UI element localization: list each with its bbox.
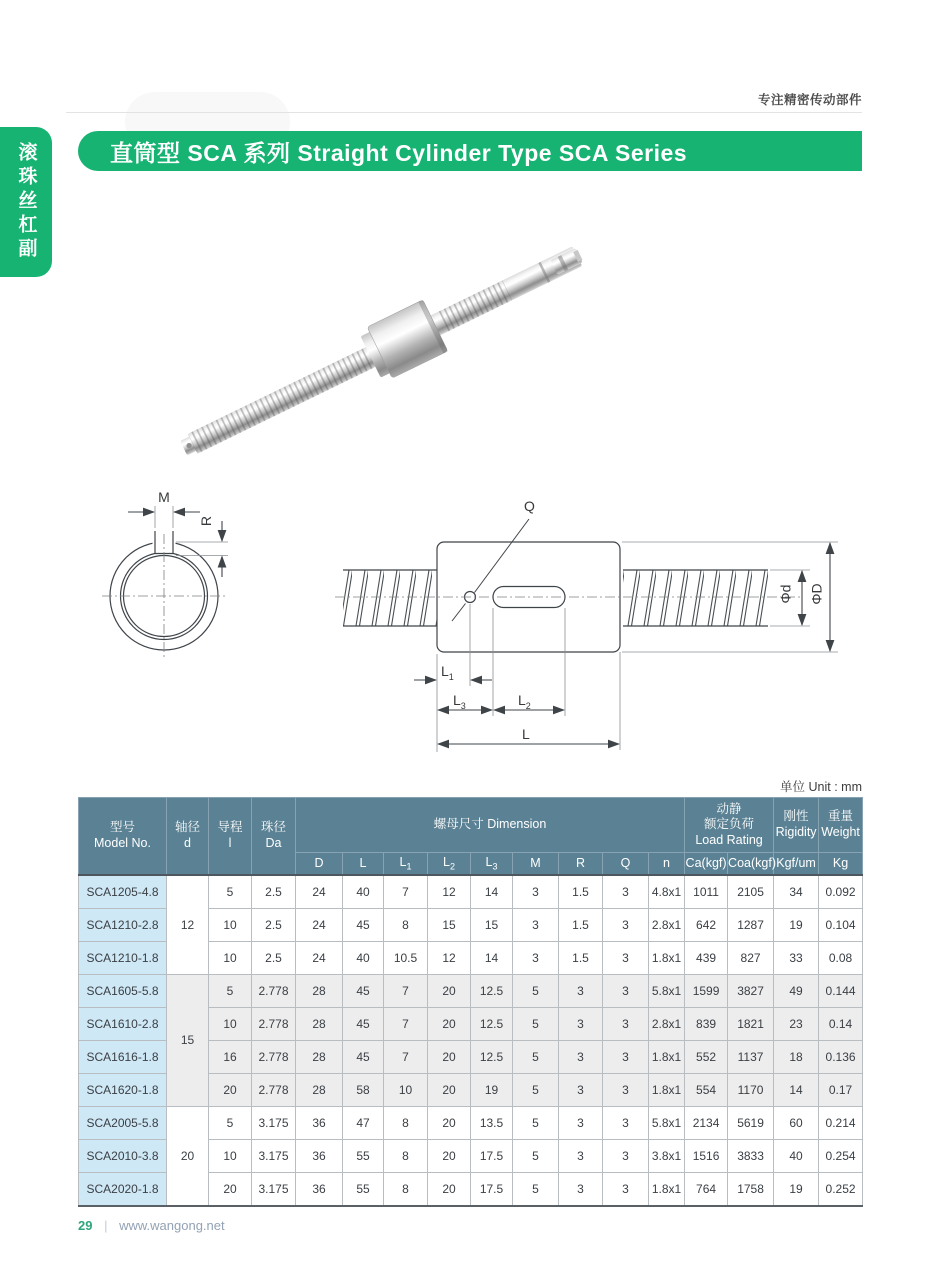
value-cell: 3 xyxy=(559,1173,603,1207)
value-cell: 10 xyxy=(209,1140,252,1173)
col-subheader: n xyxy=(649,853,685,876)
value-cell: 20 xyxy=(428,1173,471,1207)
value-cell: 4.8x1 xyxy=(649,875,685,909)
value-cell: 12 xyxy=(428,942,471,975)
sidebar-category-tab xyxy=(0,127,52,277)
screw-thread-right xyxy=(436,280,512,332)
model-no-cell: SCA1210-2.8 xyxy=(79,909,167,942)
value-cell: 14 xyxy=(471,875,513,909)
header-tagline: 专注精密传动部件 xyxy=(757,93,862,107)
value-cell: 3 xyxy=(603,875,649,909)
value-cell: 3 xyxy=(603,1107,649,1140)
value-cell: 16 xyxy=(209,1041,252,1074)
value-cell: 3827 xyxy=(728,975,774,1008)
spec-table xyxy=(78,797,863,1207)
thread-hatch-left xyxy=(343,570,437,626)
value-cell: 1.5 xyxy=(559,942,603,975)
value-cell: 1758 xyxy=(728,1173,774,1207)
value-cell: 3 xyxy=(603,1041,649,1074)
model-no-cell: SCA1205-4.8 xyxy=(79,875,167,909)
dim-label-r: R xyxy=(198,515,215,527)
value-cell: 3 xyxy=(559,1140,603,1173)
value-cell: 55 xyxy=(343,1140,384,1173)
value-cell: 7 xyxy=(384,875,428,909)
value-cell: 58 xyxy=(343,1074,384,1107)
value-cell: 45 xyxy=(343,975,384,1008)
col-header-load-rating: 动静 额定负荷 Load Rating xyxy=(685,798,774,853)
model-no-cell: SCA1605-5.8 xyxy=(79,975,167,1008)
value-cell: 3 xyxy=(603,942,649,975)
value-cell: 0.254 xyxy=(819,1140,863,1173)
value-cell: 19 xyxy=(471,1074,513,1107)
value-cell: 17.5 xyxy=(471,1173,513,1207)
col-subheader: D xyxy=(296,853,343,876)
value-cell: 2.778 xyxy=(252,975,296,1008)
value-cell: 3 xyxy=(603,909,649,942)
value-cell: 3.175 xyxy=(252,1140,296,1173)
value-cell: 5 xyxy=(513,1008,559,1041)
value-cell: 3 xyxy=(513,942,559,975)
value-cell: 20 xyxy=(428,1008,471,1041)
value-cell: 3.175 xyxy=(252,1173,296,1207)
value-cell: 33 xyxy=(774,942,819,975)
value-cell: 28 xyxy=(296,1008,343,1041)
value-cell: 28 xyxy=(296,1074,343,1107)
value-cell: 5 xyxy=(209,1107,252,1140)
value-cell: 34 xyxy=(774,875,819,909)
value-cell: 642 xyxy=(685,909,728,942)
value-cell: 2134 xyxy=(685,1107,728,1140)
col-subheader: Ca(kgf) xyxy=(685,853,728,876)
value-cell: 40 xyxy=(774,1140,819,1173)
value-cell: 19 xyxy=(774,1173,819,1207)
table-row xyxy=(79,875,863,909)
value-cell: 36 xyxy=(296,1140,343,1173)
value-cell: 10.5 xyxy=(384,942,428,975)
section-title-bar xyxy=(78,131,862,171)
value-cell: 0.08 xyxy=(819,942,863,975)
value-cell: 1.8x1 xyxy=(649,1173,685,1207)
dim-label-l3: $L_3$ xyxy=(453,692,466,711)
col-header-weight: 重量 Weight xyxy=(819,798,863,853)
value-cell: 3 xyxy=(603,1173,649,1207)
value-cell: 15 xyxy=(428,909,471,942)
value-cell: 3 xyxy=(513,909,559,942)
value-cell: 3 xyxy=(559,1008,603,1041)
value-cell: 3 xyxy=(559,1074,603,1107)
value-cell: 1137 xyxy=(728,1041,774,1074)
value-cell: 45 xyxy=(343,1041,384,1074)
value-cell: 552 xyxy=(685,1041,728,1074)
value-cell: 12.5 xyxy=(471,975,513,1008)
value-cell: 3 xyxy=(559,1107,603,1140)
value-cell: 3.175 xyxy=(252,1107,296,1140)
value-cell: 14 xyxy=(774,1074,819,1107)
value-cell: 2.778 xyxy=(252,1074,296,1107)
value-cell: 5 xyxy=(209,875,252,909)
value-cell: 49 xyxy=(774,975,819,1008)
col-subheader: Kgf/um xyxy=(774,853,819,876)
value-cell: 5 xyxy=(513,1074,559,1107)
col-subheader: $L_1$ xyxy=(384,853,428,876)
value-cell: 0.104 xyxy=(819,909,863,942)
sidebar-category-label: 滚珠丝杠副 xyxy=(15,142,37,262)
value-cell: 2.8x1 xyxy=(649,909,685,942)
page-title: 直筒型 SCA 系列 Straight Cylinder Type SCA Series xyxy=(110,139,688,166)
dim-label-l1: $L_1$ xyxy=(441,663,454,682)
shaft-d-cell: 15 xyxy=(167,975,209,1107)
value-cell: 5 xyxy=(513,1041,559,1074)
value-cell: 40 xyxy=(343,942,384,975)
value-cell: 45 xyxy=(343,1008,384,1041)
col-header-shaft-d: 轴径 d xyxy=(167,798,209,876)
value-cell: 3 xyxy=(603,1074,649,1107)
value-cell: 60 xyxy=(774,1107,819,1140)
shaft-d-cell: 12 xyxy=(167,875,209,975)
value-cell: 5619 xyxy=(728,1107,774,1140)
value-cell: 45 xyxy=(343,909,384,942)
col-subheader: Q xyxy=(603,853,649,876)
value-cell: 1011 xyxy=(685,875,728,909)
side-view xyxy=(335,519,800,652)
footer-separator: | xyxy=(104,1218,108,1233)
value-cell: 36 xyxy=(296,1107,343,1140)
value-cell: 8 xyxy=(384,1173,428,1207)
value-cell: 20 xyxy=(428,1107,471,1140)
value-cell: 17.5 xyxy=(471,1140,513,1173)
col-subheader: L xyxy=(343,853,384,876)
col-subheader: Coa(kgf) xyxy=(728,853,774,876)
value-cell: 1599 xyxy=(685,975,728,1008)
value-cell: 2.5 xyxy=(252,909,296,942)
value-cell: 5 xyxy=(209,975,252,1008)
value-cell: 0.17 xyxy=(819,1074,863,1107)
value-cell: 3 xyxy=(603,1008,649,1041)
value-cell: 8 xyxy=(384,909,428,942)
header-divider xyxy=(66,112,862,113)
col-subheader: M xyxy=(513,853,559,876)
value-cell: 20 xyxy=(209,1074,252,1107)
table-row xyxy=(79,1107,863,1140)
col-subheader: $L_2$ xyxy=(428,853,471,876)
value-cell: 1170 xyxy=(728,1074,774,1107)
col-header-rigidity: 刚性 Rigidity xyxy=(774,798,819,853)
value-cell: 20 xyxy=(428,1140,471,1173)
value-cell: 8 xyxy=(384,1107,428,1140)
value-cell: 827 xyxy=(728,942,774,975)
value-cell: 3 xyxy=(603,1140,649,1173)
table-row xyxy=(79,975,863,1008)
model-no-cell: SCA1616-1.8 xyxy=(79,1041,167,1074)
table-body xyxy=(79,875,863,1206)
model-no-cell: SCA1620-1.8 xyxy=(79,1074,167,1107)
value-cell: 839 xyxy=(685,1008,728,1041)
value-cell: 5 xyxy=(513,1140,559,1173)
value-cell: 24 xyxy=(296,909,343,942)
value-cell: 2.5 xyxy=(252,942,296,975)
value-cell: 20 xyxy=(428,1041,471,1074)
dim-label-l2: $L_2$ xyxy=(518,692,531,711)
value-cell: 10 xyxy=(209,942,252,975)
value-cell: 3 xyxy=(603,975,649,1008)
value-cell: 20 xyxy=(209,1173,252,1207)
model-no-cell: SCA2020-1.8 xyxy=(79,1173,167,1207)
value-cell: 3833 xyxy=(728,1140,774,1173)
value-cell: 15 xyxy=(471,909,513,942)
value-cell: 1.5 xyxy=(559,875,603,909)
model-no-cell: SCA2010-3.8 xyxy=(79,1140,167,1173)
value-cell: 36 xyxy=(296,1173,343,1207)
col-subheader: Kg xyxy=(819,853,863,876)
value-cell: 3 xyxy=(513,875,559,909)
page-footer xyxy=(78,1218,225,1233)
value-cell: 23 xyxy=(774,1008,819,1041)
value-cell: 554 xyxy=(685,1074,728,1107)
product-photo-ball-screw xyxy=(150,225,620,475)
value-cell: 14 xyxy=(471,942,513,975)
value-cell: 0.14 xyxy=(819,1008,863,1041)
value-cell: 10 xyxy=(209,1008,252,1041)
shaft-d-cell: 20 xyxy=(167,1107,209,1207)
value-cell: 13.5 xyxy=(471,1107,513,1140)
dim-label-phi-D: ΦD xyxy=(808,583,825,605)
dim-label-q: Q xyxy=(524,498,535,514)
value-cell: 2.778 xyxy=(252,1008,296,1041)
value-cell: 12 xyxy=(428,875,471,909)
value-cell: 10 xyxy=(384,1074,428,1107)
value-cell: 439 xyxy=(685,942,728,975)
value-cell: 1821 xyxy=(728,1008,774,1041)
value-cell: 5.8x1 xyxy=(649,1107,685,1140)
value-cell: 28 xyxy=(296,1041,343,1074)
value-cell: 5 xyxy=(513,975,559,1008)
value-cell: 20 xyxy=(428,1074,471,1107)
value-cell: 12.5 xyxy=(471,1008,513,1041)
value-cell: 0.136 xyxy=(819,1041,863,1074)
value-cell: 0.214 xyxy=(819,1107,863,1140)
value-cell: 1.8x1 xyxy=(649,942,685,975)
value-cell: 7 xyxy=(384,975,428,1008)
value-cell: 7 xyxy=(384,1041,428,1074)
value-cell: 1.8x1 xyxy=(649,1041,685,1074)
screw-thread-left xyxy=(188,341,388,454)
col-header-model: 型号 Model No. xyxy=(79,798,167,876)
value-cell: 2105 xyxy=(728,875,774,909)
dim-label-m: M xyxy=(158,489,170,505)
dim-label-l: L xyxy=(522,726,530,742)
table-header-row-1 xyxy=(79,798,863,853)
value-cell: 2.8x1 xyxy=(649,1008,685,1041)
value-cell: 8 xyxy=(384,1140,428,1173)
col-header-ball-dia: 珠径 Da xyxy=(252,798,296,876)
technical-drawing xyxy=(60,480,880,770)
value-cell: 0.144 xyxy=(819,975,863,1008)
value-cell: 764 xyxy=(685,1173,728,1207)
page-number: 29 xyxy=(78,1218,93,1233)
footer-website: www.wangong.net xyxy=(119,1218,225,1233)
value-cell: 1.8x1 xyxy=(649,1074,685,1107)
value-cell: 7 xyxy=(384,1008,428,1041)
value-cell: 10 xyxy=(209,909,252,942)
col-header-dimension: 螺母尺寸 Dimension xyxy=(296,798,685,853)
value-cell: 1516 xyxy=(685,1140,728,1173)
model-no-cell: SCA1210-1.8 xyxy=(79,942,167,975)
model-no-cell: SCA2005-5.8 xyxy=(79,1107,167,1140)
value-cell: 0.092 xyxy=(819,875,863,909)
value-cell: 24 xyxy=(296,875,343,909)
value-cell: 3.8x1 xyxy=(649,1140,685,1173)
thread-hatch-right xyxy=(623,570,768,626)
value-cell: 20 xyxy=(428,975,471,1008)
value-cell: 28 xyxy=(296,975,343,1008)
value-cell: 40 xyxy=(343,875,384,909)
value-cell: 1287 xyxy=(728,909,774,942)
value-cell: 2.778 xyxy=(252,1041,296,1074)
model-no-cell: SCA1610-2.8 xyxy=(79,1008,167,1041)
col-subheader: R xyxy=(559,853,603,876)
value-cell: 19 xyxy=(774,909,819,942)
value-cell: 5 xyxy=(513,1173,559,1207)
value-cell: 5 xyxy=(513,1107,559,1140)
unit-note: 单位 Unit : mm xyxy=(780,780,862,794)
value-cell: 3 xyxy=(559,1041,603,1074)
value-cell: 1.5 xyxy=(559,909,603,942)
col-subheader: $L_3$ xyxy=(471,853,513,876)
value-cell: 12.5 xyxy=(471,1041,513,1074)
dim-label-phi-d: Φd xyxy=(777,584,794,604)
col-header-lead: 导程 l xyxy=(209,798,252,876)
value-cell: 2.5 xyxy=(252,875,296,909)
value-cell: 18 xyxy=(774,1041,819,1074)
value-cell: 3 xyxy=(559,975,603,1008)
value-cell: 24 xyxy=(296,942,343,975)
value-cell: 55 xyxy=(343,1173,384,1207)
value-cell: 5.8x1 xyxy=(649,975,685,1008)
value-cell: 0.252 xyxy=(819,1173,863,1207)
value-cell: 47 xyxy=(343,1107,384,1140)
